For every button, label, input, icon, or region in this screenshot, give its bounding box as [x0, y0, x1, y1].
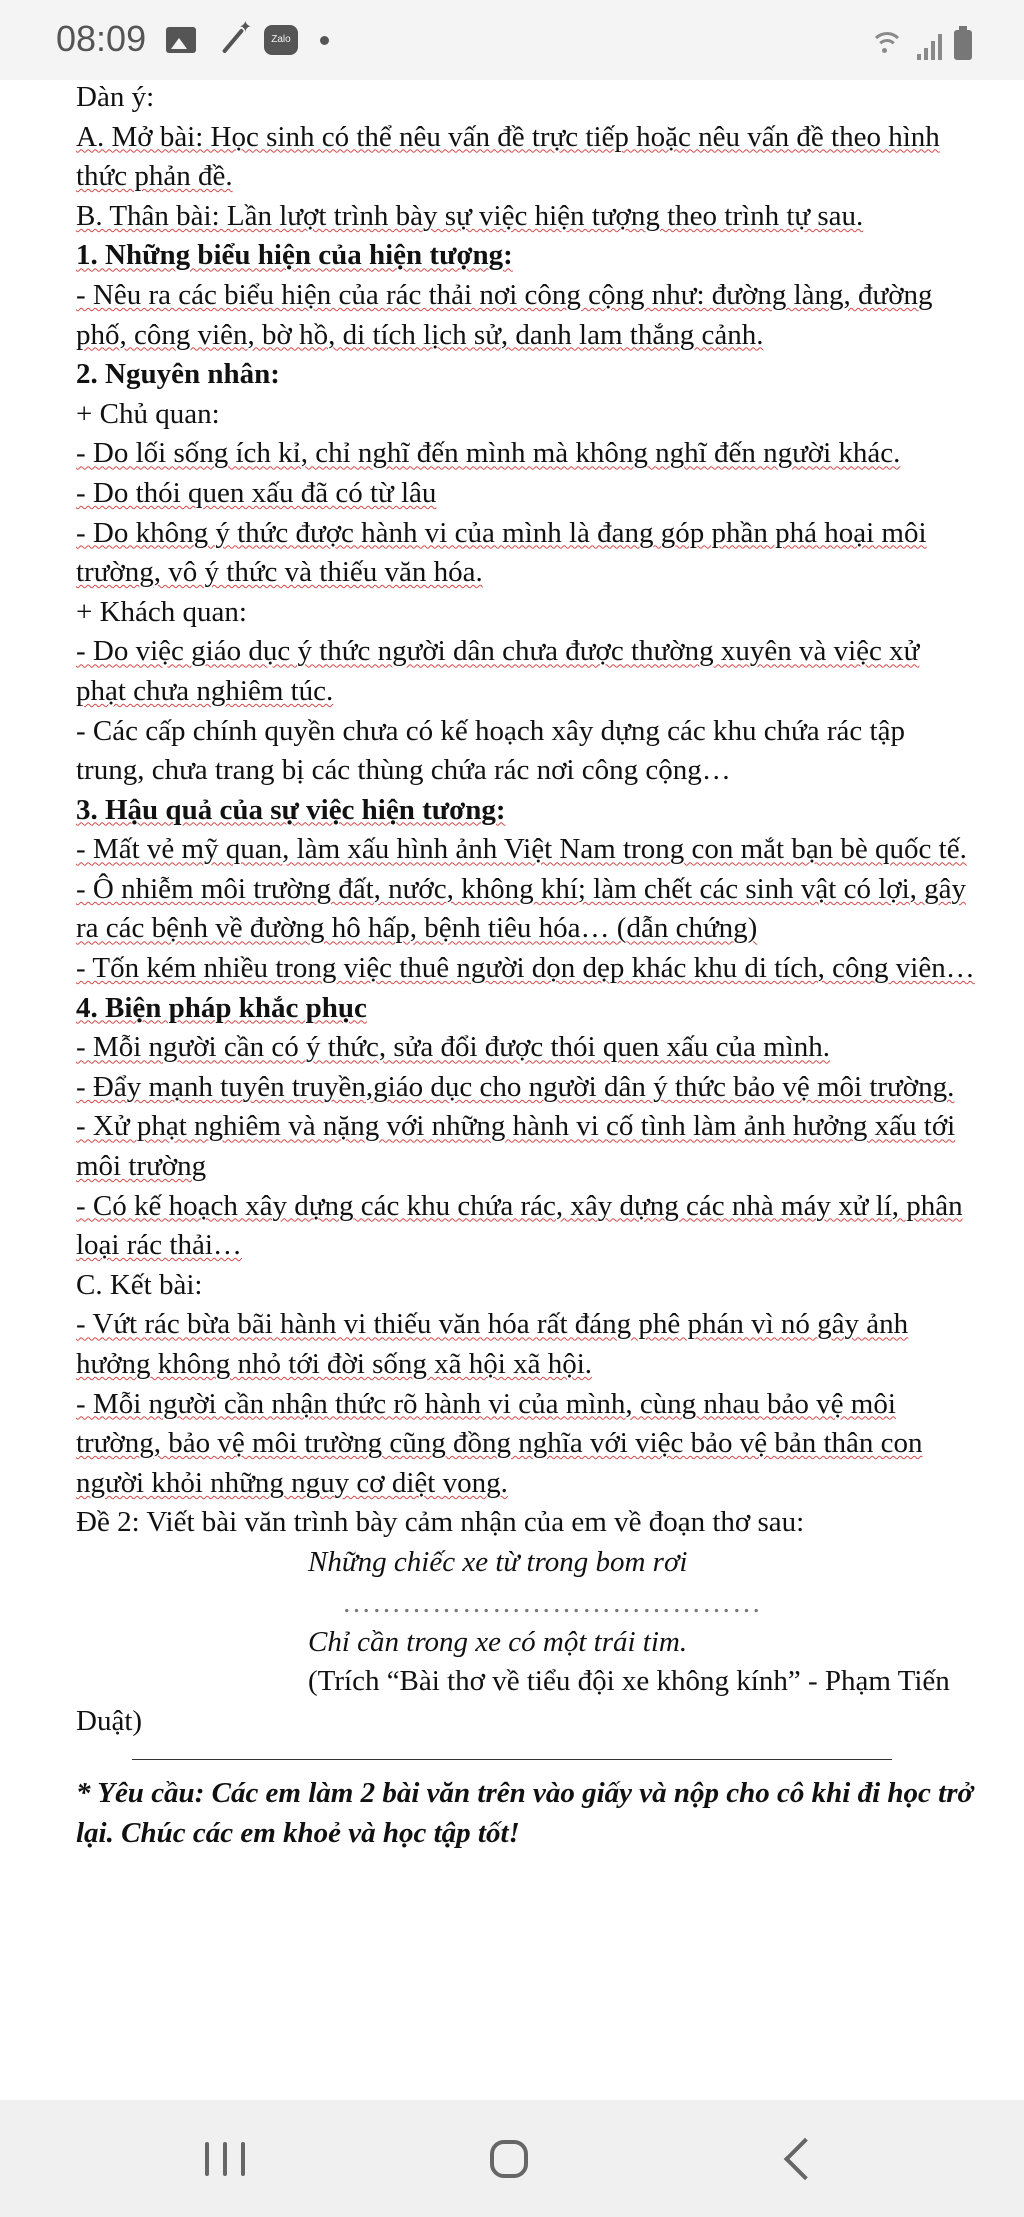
signal-icon	[914, 32, 942, 60]
zalo-icon: Zalo	[264, 25, 298, 55]
cause-selfish: - Do lối sống ích kỉ, chỉ nghĩ đến mình mà không nghĩ đến người khác.	[76, 437, 901, 470]
poem-ellipsis: ……………………………………	[342, 1586, 762, 1619]
heading-causes: 2. Nguyên nhân:	[76, 358, 280, 391]
body-section-intro: B. Thân bài: Lần lượt trình bày sự việc hiện tượng theo trình tự sau.	[76, 199, 864, 232]
cause-education: - Do việc giáo dục ý thức người dân chưa được thường xuyên và việc xử phạt chưa nghiêm túc.	[76, 635, 920, 707]
poem-line-1: Những chiếc xe từ trong bom rơi	[308, 1545, 688, 1578]
status-bar	[0, 0, 1024, 80]
poem-source: (Trích “Bài thơ về tiểu đội xe không kính” - Phạm Tiến Duật)	[76, 1665, 950, 1737]
cause-bad-habit: - Do thói quen xấu đã có từ lâu	[76, 476, 437, 509]
conclusion-littering: - Vứt rác bừa bãi hành vi thiếu văn hóa rất đáng phê phán vì nó gây ảnh hưởng không nhỏ tới đời sống xã hội xã hội.	[76, 1308, 909, 1380]
home-icon[interactable]	[490, 2140, 528, 2178]
solution-facilities: - Có kế hoạch xây dựng các khu chứa rác, xây dựng các nhà máy xử lí, phân loại rác thải…	[76, 1189, 963, 1262]
solution-awareness: - Mỗi người cần có ý thức, sửa đổi được thói quen xấu của mình.	[76, 1031, 830, 1064]
navigation-bar	[0, 2100, 1024, 2217]
system-icons	[870, 20, 972, 60]
divider	[132, 1759, 892, 1760]
gallery-icon	[166, 27, 196, 53]
consequence-pollution: - Ô nhiễm môi trường đất, nước, không khí; làm chết các sinh vật có lợi, gây ra các bệnh về đường hô hấp, bệnh tiêu hóa… (dẫn chứng)	[76, 872, 967, 945]
heading-consequences: 3. Hậu quả của sự việc hiện tương:	[76, 793, 506, 826]
wifi-icon	[870, 32, 904, 60]
conclusion-heading: C. Kết bài:	[76, 1268, 203, 1301]
conclusion-awareness: - Mỗi người cần nhận thức rõ hành vi của mình, cùng nhau bảo vệ môi trường, bảo vệ môi trường cũng đồng nghĩa với việc bảo vệ bản thân con người khỏi những nguy cơ diệt vong.	[76, 1387, 923, 1499]
cause-unaware: - Do không ý thức được hành vi của mình là đang góp phần phá hoại môi trường, vô ý thức và thiếu văn hóa.	[76, 516, 927, 589]
subjective-causes-label: + Chủ quan:	[76, 397, 220, 430]
notification-icons	[166, 22, 329, 58]
battery-icon	[954, 30, 972, 60]
manifestations-text: - Nêu ra các biểu hiện của rác thải nơi công cộng như: đường làng, đường phố, công viên, bờ hồ, di tích lịch sử, danh lam thắng cảnh.	[76, 278, 933, 351]
status-time: 08:09	[56, 18, 147, 59]
heading-manifestations: 1. Những biểu hiện của hiện tượng:	[76, 239, 513, 272]
solution-penalty: - Xử phạt nghiêm và nặng với những hành vi cố tình làm ảnh hưởng xấu tới môi trường	[76, 1110, 956, 1183]
objective-causes-label: + Khách quan:	[76, 595, 247, 628]
requirement-note: * Yêu cầu: Các em làm 2 bài văn trên vào giấy và nộp cho cô khi đi học trở lại. Chúc các em khoẻ và học tập tốt!	[76, 1777, 974, 1849]
magic-wand-icon	[214, 23, 248, 57]
cause-authorities: - Các cấp chính quyền chưa có kế hoạch xây dựng các khu chứa rác tập trung, chưa trang bị các thùng chứa rác nơi công cộng…	[76, 714, 905, 787]
heading-solutions: 4. Biện pháp khắc phục	[76, 991, 367, 1024]
poem-line-2: Chỉ cần trong xe có một trái tim.	[308, 1625, 688, 1658]
back-icon[interactable]	[784, 2138, 826, 2180]
consequence-aesthetics: - Mất vẻ mỹ quan, làm xấu hình ảnh Việt Nam trong con mắt bạn bè quốc tế.	[76, 833, 967, 866]
document-page[interactable]	[76, 62, 976, 1854]
notification-dot-icon	[320, 36, 329, 45]
essay-prompt-2: Đề 2: Viết bài văn trình bày cảm nhận của em về đoạn thơ sau:	[76, 1506, 805, 1539]
consequence-cost: - Tốn kém nhiều trong việc thuê người dọn dẹp khác khu di tích, công viên…	[76, 952, 975, 985]
outline-heading: Dàn ý:	[76, 81, 155, 113]
solution-propaganda: - Đẩy mạnh tuyên truyền,giáo dục cho người dân ý thức bảo vệ môi trường.	[76, 1070, 955, 1103]
recent-apps-icon[interactable]	[205, 2142, 245, 2176]
intro-section: A. Mở bài: Học sinh có thể nêu vấn đề trực tiếp hoặc nêu vấn đề theo hình thức phản đề.	[76, 120, 940, 193]
